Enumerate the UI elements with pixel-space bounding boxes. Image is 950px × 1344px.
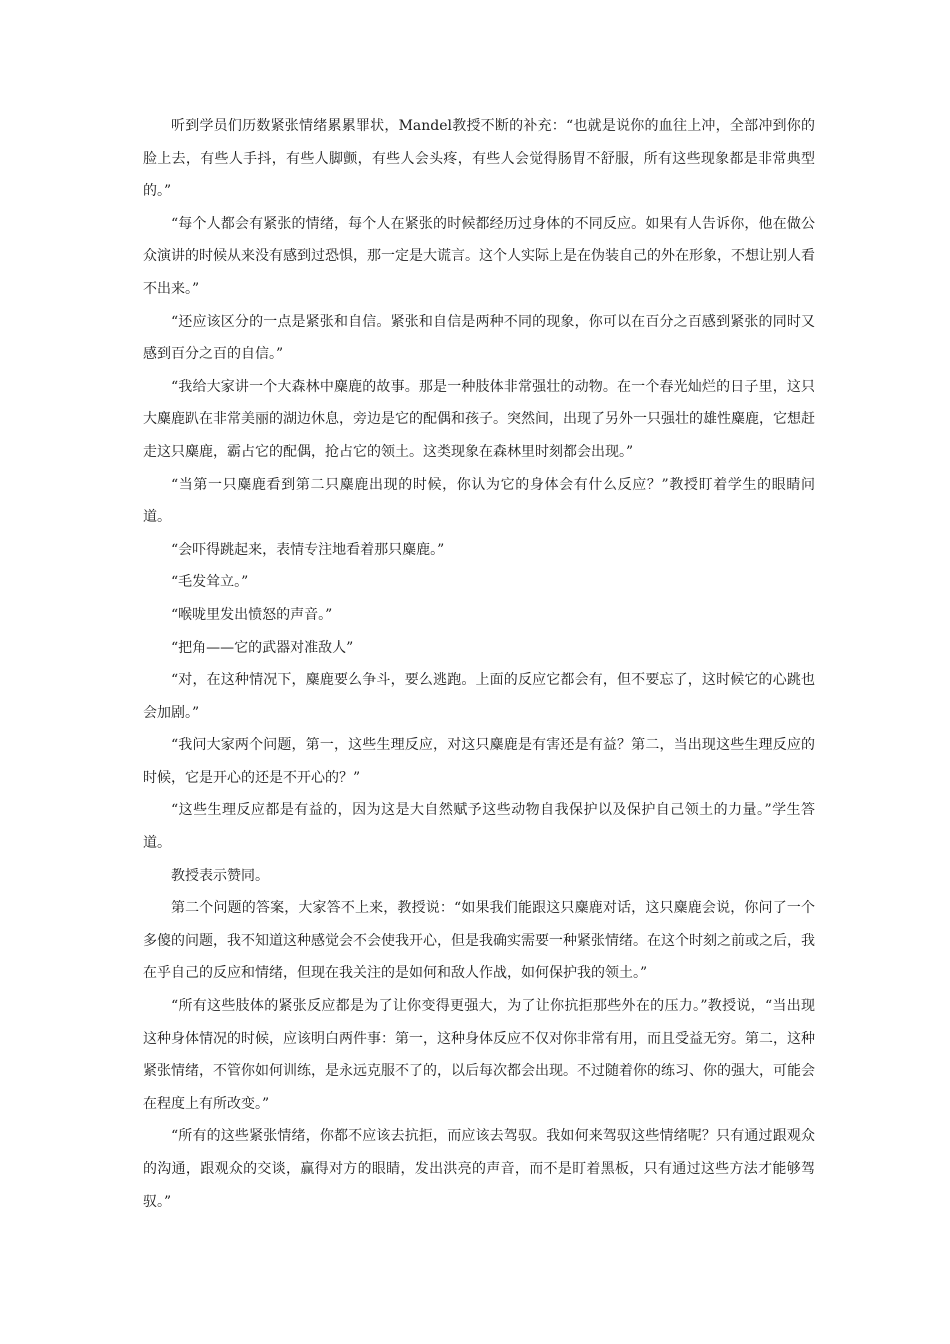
paragraph: “我问大家两个问题，第一，这些生理反应，对这只麋鹿是有害还是有益？第二，当出现这些生理反应的时候，它是开心的还是不开心的？” bbox=[143, 737, 815, 786]
article-body bbox=[143, 110, 815, 1218]
paragraph: “喉咙里发出愤怒的声音。” bbox=[171, 606, 333, 623]
paragraph: 第二个问题的答案，大家答不上来，教授说：“如果我们能跟这只麋鹿对话，这只麋鹿会说，你问了一个多傻的问题，我不知道这种感觉会不会使我开心，但是我确实需要一种紧张情绪。在这个时刻之前或之后，我在乎自己的反应和情绪，但现在我关注的是如何和敌人作战，如何保护我的领土。” bbox=[143, 900, 815, 982]
paragraph: 教授表示赞同。 bbox=[171, 867, 269, 884]
paragraph: “还应该区分的一点是紧张和自信。紧张和自信是两种不同的现象，你可以在百分之百感到紧张的同时又感到百分之百的自信。” bbox=[143, 313, 815, 363]
paragraph: “对，在这种情况下，麋鹿要么争斗，要么逃跑。上面的反应它都会有，但不要忘了，这时候它的心跳也会加剧。” bbox=[143, 672, 815, 721]
paragraph: “把角——它的武器对准敌人” bbox=[171, 639, 354, 656]
paragraph: 听到学员们历数紧张情绪累累罪状，Mandel教授不断的补充：“也就是说你的血往上冲，全部冲到你的脸上去，有些人手抖，有些人脚颤，有些人会头疼，有些人会觉得肠胃不舒服，所有这些现象都是非常典型的。” bbox=[143, 118, 815, 200]
paragraph: “我给大家讲一个大森林中麋鹿的故事。那是一种肢体非常强壮的动物。在一个春光灿烂的日子里，这只大麋鹿趴在非常美丽的湖边休息，旁边是它的配偶和孩子。突然间，出现了另外一只强壮的雄性麋鹿，它想赶走这只麋鹿，霸占它的配偶，抢占它的领土。这类现象在森林里时刻都会出现。” bbox=[143, 378, 815, 460]
paragraph: “毛发耸立。” bbox=[171, 574, 249, 591]
paragraph: “会吓得跳起来，表情专注地看着那只麋鹿。” bbox=[171, 541, 445, 558]
paragraph: “这些生理反应都是有益的，因为这是大自然赋予这些动物自我保护以及保护自己领土的力量。”学生答道。 bbox=[143, 802, 815, 852]
paragraph: “每个人都会有紧张的情绪，每个人在紧张的时候都经历过身体的不同反应。如果有人告诉你，他在做公众演讲的时候从来没有感到过恐惧，那一定是大谎言。这个人实际上是在伪装自己的外在形象，不想让别人看不出来。” bbox=[143, 215, 815, 297]
paragraph: “当第一只麋鹿看到第二只麋鹿出现的时候，你认为它的身体会有什么反应？”教授盯着学生的眼睛问道。 bbox=[143, 476, 815, 526]
paragraph: “所有的这些紧张情绪，你都不应该去抗拒，而应该去驾驭。我如何来驾驭这些情绪呢？只有通过跟观众的沟通，跟观众的交谈，赢得对方的眼睛，发出洪亮的声音，而不是盯着黑板，只有通过这些方法才能够驾驭。” bbox=[143, 1128, 815, 1210]
paragraph: “所有这些肢体的紧张反应都是为了让你变得更强大，为了让你抗拒那些外在的压力。”教授说，“当出现这种身体情况的时候，应该明白两件事：第一，这种身体反应不仅对你非常有用，而且受益无穷。第二，这种紧张情绪，不管你如何训练，是永远克服不了的，以后每次都会出现。不过随着你的练习、你的强大，可能会在程度上有所改变。” bbox=[143, 998, 815, 1112]
